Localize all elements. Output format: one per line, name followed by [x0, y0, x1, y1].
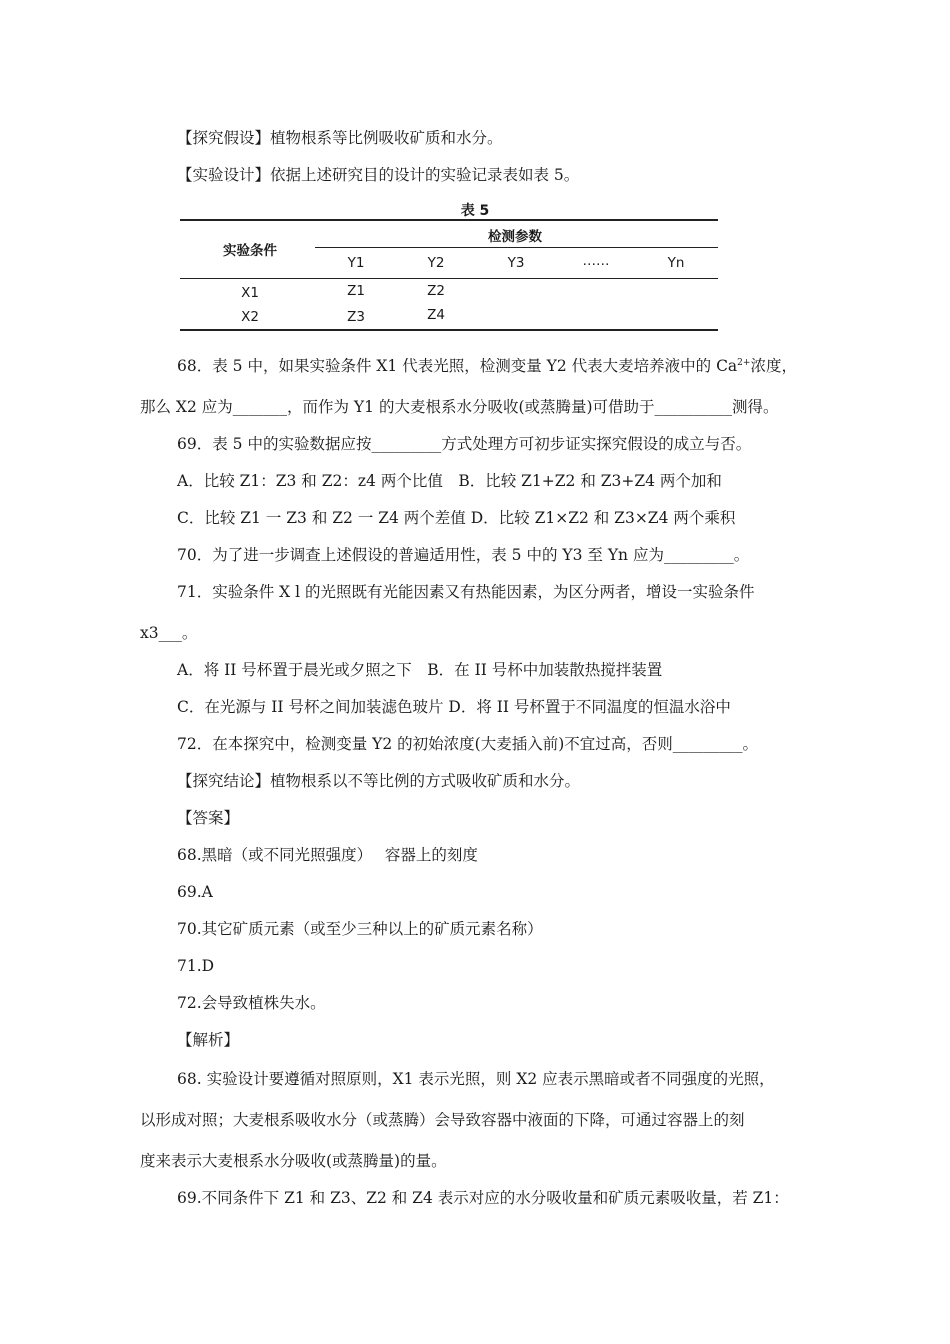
- column-header: Y1: [347, 255, 365, 271]
- conclusion-line: 【探究结论】植物根系以不等比例的方式吸收矿质和水分。: [177, 772, 581, 790]
- answer-68: 68.黑暗（或不同光照强度） 容器上的刻度: [177, 846, 478, 864]
- table-cell: Z2: [427, 283, 445, 299]
- answer-69: 69.A: [177, 883, 213, 901]
- table-bottom-rule: [180, 329, 718, 331]
- params-header: 检测参数: [488, 229, 542, 245]
- row-label: X2: [241, 309, 259, 325]
- question-71: 71．实验条件 X l 的光照既有光能因素又有热能因素，为区分两者，增设一实验条件: [177, 583, 755, 601]
- answer-heading: 【答案】: [177, 809, 240, 827]
- explanation-68-line2: 以形成对照；大麦根系吸收水分（或蒸腾）会导致容器中液面的下降，可通过容器上的刻: [140, 1111, 745, 1129]
- answer-70: 70.其它矿质元素（或至少三种以上的矿质元素名称）: [177, 920, 543, 938]
- answer-72: 72.会导致植株失水。: [177, 994, 326, 1012]
- table-cell: Z1: [347, 283, 365, 299]
- question-69-options-ab: A．比较 Z1：Z3 和 Z2：z4 两个比值 B．比较 Z1+Z2 和 Z3+Z4 两个加和: [177, 472, 722, 490]
- question-69: 69．表 5 中的实验数据应按_________方式处理方可初步证实探究假设的成立与否。: [177, 435, 752, 453]
- question-68: [177, 355, 797, 377]
- explanation-68-line1: 68. 实验设计要遵循对照原则，X1 表示光照，则 X2 应表示黑暗或者不同强度的光照，: [177, 1070, 775, 1088]
- column-header: Yn: [667, 255, 685, 271]
- table-cell: Z3: [347, 309, 365, 325]
- question-71-options-cd: C．在光源与 II 号杯之间加装滤色玻片 D．将 II 号杯置于不同温度的恒温水浴中: [177, 698, 731, 716]
- question-70: 70．为了进一步调查上述假设的普遍适用性，表 5 中的 Y3 至 Yn 应为_________。: [177, 546, 750, 564]
- explanation-68-line3: 度来表示大麦根系水分吸收(或蒸腾量)的量。: [140, 1152, 447, 1170]
- table-5: [180, 219, 718, 334]
- charge-superscript: 2+: [737, 357, 751, 368]
- question-68-text: 68．表 5 中，如果实验条件 X1 代表光照，检测变量 Y2 代表大麦培养液中的 Ca: [177, 357, 738, 375]
- question-72: 72．在本探究中，检测变量 Y2 的初始浓度(大麦插入前)不宜过高，否则_________。: [177, 735, 759, 753]
- design-line: 【实验设计】依据上述研究目的设计的实验记录表如表 5。: [177, 166, 580, 184]
- table-params-rule: [315, 247, 718, 248]
- column-header: Y2: [427, 255, 445, 271]
- explanation-69-line1: 69.不同条件下 Z1 和 Z3、Z2 和 Z4 表示对应的水分吸收量和矿质元素吸收量，若 Z1：: [177, 1189, 789, 1207]
- table-top-rule: [180, 219, 718, 221]
- table-title: 表 5: [460, 203, 490, 219]
- question-69-options-cd: C．比较 Z1 一 Z3 和 Z2 一 Z4 两个差值 D．比较 Z1×Z2 和 Z3×Z4 两个乘积: [177, 509, 736, 527]
- column-header: ……: [582, 253, 610, 269]
- question-71-options-ab: A．将 II 号杯置于晨光或夕照之下 B．在 II 号杯中加装散热搅拌装置: [177, 661, 663, 679]
- row-label: X1: [241, 285, 259, 301]
- hypothesis-line: 【探究假设】植物根系等比例吸收矿质和水分。: [177, 129, 503, 147]
- answer-71: 71.D: [177, 957, 215, 975]
- condition-header: 实验条件: [223, 243, 277, 259]
- question-68-line2: 那么 X2 应为_______，而作为 Y1 的大麦根系水分吸收(或蒸腾量)可借助于__________测得。: [140, 398, 779, 416]
- question-68-text-end: 浓度，: [750, 357, 797, 375]
- table-header-rule: [180, 278, 718, 279]
- analysis-heading: 【解析】: [177, 1031, 240, 1049]
- table-cell: Z4: [427, 307, 445, 323]
- question-71-cont: x3___。: [140, 624, 198, 642]
- column-header: Y3: [507, 255, 525, 271]
